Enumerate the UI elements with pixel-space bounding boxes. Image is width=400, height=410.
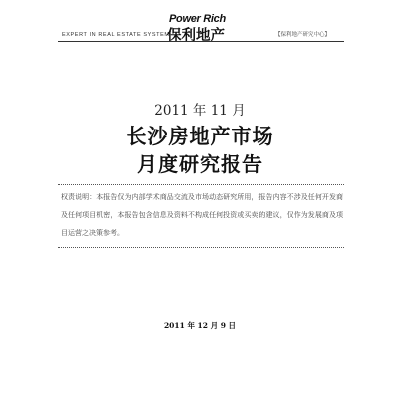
header-tagline: EXPERT IN REAL ESTATE SYSTEM bbox=[62, 32, 170, 38]
logo-chinese-text: 保利地产 bbox=[167, 28, 225, 44]
disclaimer-text: 权责说明：本报告仅为内部学术商品交流及市场动态研究所用，报告内容不涉及任何开发商及任何项目机密，本报告包含信息及资料不构成任何投资或买卖的建议，仅作为发展商及项目运营之决策参考。 bbox=[61, 193, 343, 237]
company-logo bbox=[167, 13, 237, 43]
logo-english-text: Power Rich bbox=[169, 13, 226, 25]
report-title-line2: 月度研究报告 bbox=[137, 152, 263, 176]
report-month: 2011 年 11 月 bbox=[154, 103, 246, 119]
report-date: 2011 年 12 月 9 日 bbox=[163, 321, 237, 330]
header-divider bbox=[58, 41, 344, 42]
disclaimer-box bbox=[58, 184, 344, 248]
header-department: 【保利地产研究中心】 bbox=[275, 32, 331, 38]
report-title-line1: 长沙房地产市场 bbox=[126, 124, 274, 148]
